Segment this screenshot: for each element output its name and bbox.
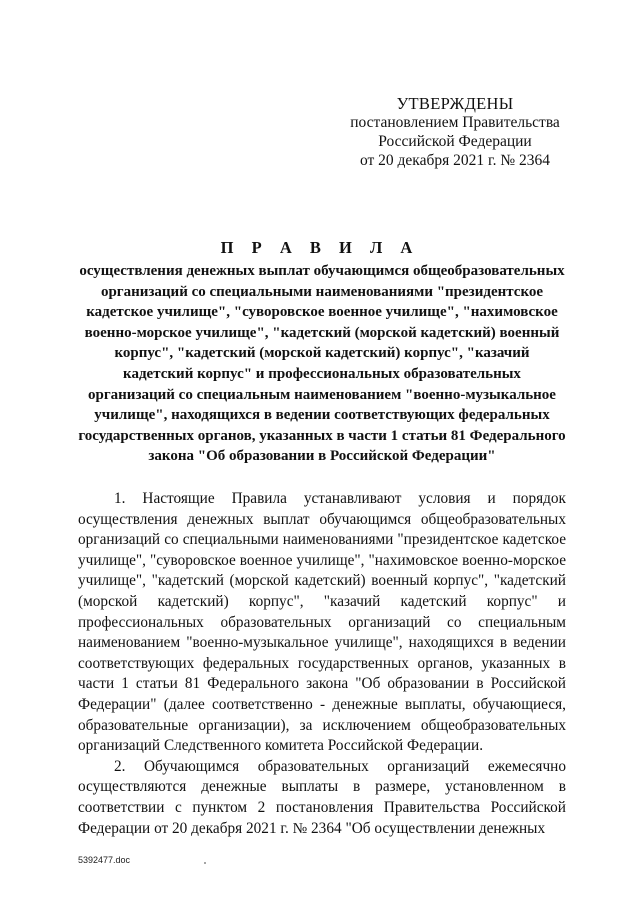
approval-line-3: от 20 декабря 2021 г. № 2364 bbox=[359, 152, 551, 169]
approval-line-1: постановлением Правительства bbox=[350, 114, 560, 131]
paragraph-1: 1. Настоящие Правила устанавливают условия и порядок осуществления денежных выплат обучающимся общеобразовательных организаций со специальными наименованиями "президентское кадетское училище", "суворовское военное училище", "нахимовское военно-морское училище", "кадетский (морской кадетский) военный корпус", "кадетский (морской кадетский) корпус", "казачий кадетский корпус" и профессиональных образовательных организаций со специальным наименованием "военно-музыкальное училище", находящихся в ведении соответствующих федеральных государственных органов, указанных в части 1 статьи 81 Федерального закона "Об образовании в Российской Федерации" (далее соответственно - денежные выплаты, обучающиеся, образовательные организации), за исключением общеобразовательных организаций Следственного комитета Российской Федерации. bbox=[78, 490, 566, 755]
paragraph-2: 2. Обучающимся образовательных организаций ежемесячно осуществляются денежные выплаты в размере, установленном в соответствии с пунктом 2 постановления Правительства Российской Федерации от 20 декабря 2021 г. № 2364 "Об осуществлении денежных bbox=[78, 757, 566, 837]
document-subtitle: осуществления денежных выплат обучающимся общеобразовательных организаций со специальными наименованиями "президентское кадетское училище", "суворовское военное училище", "нахимовское военно-морское училище", "кадетский (морской кадетский) военный корпус", "кадетский (морской кадетский) корпус", "казачий кадетский корпус" и профессиональных образовательных организаций со специальным наименованием "военно-музыкальное училище", находящихся в ведении соответствующих федеральных государственных органов, указанных в части 1 статьи 81 Федерального закона "Об образовании в Российской Федерации" bbox=[78, 263, 566, 465]
scan-artifact-dot bbox=[204, 862, 206, 864]
approval-heading: УТВЕРЖДЕНЫ bbox=[396, 94, 514, 113]
document-title: П Р А В И Л А bbox=[220, 238, 420, 257]
footer-filename: 5392477.doc bbox=[78, 855, 131, 865]
document-body bbox=[78, 489, 566, 839]
approval-line-2: Российской Федерации bbox=[378, 133, 532, 150]
approval-stamp-block bbox=[340, 94, 570, 170]
